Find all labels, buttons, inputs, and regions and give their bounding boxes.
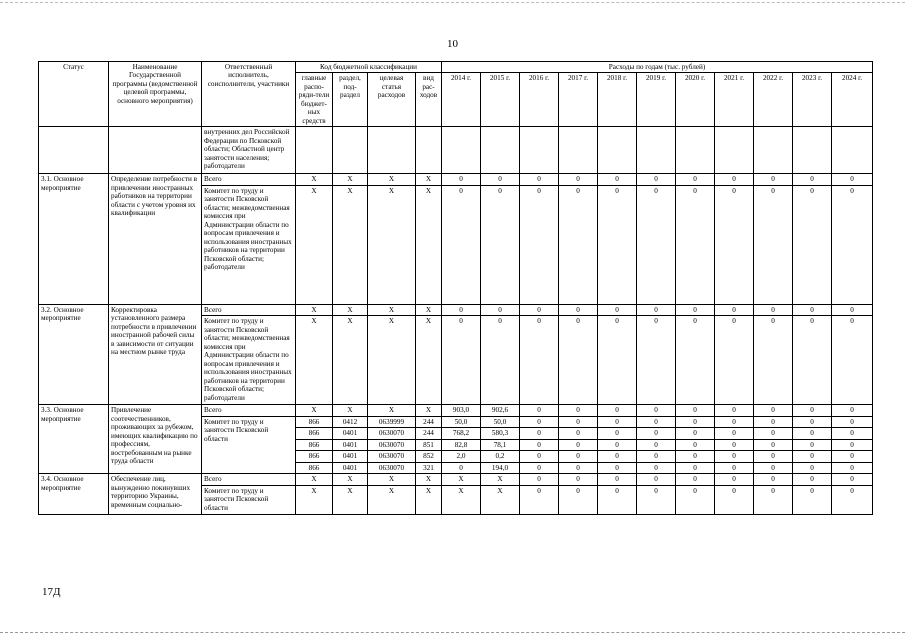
value-cell: 0 bbox=[754, 304, 793, 315]
value-cell: 0 bbox=[442, 174, 481, 185]
value-cell: 0 bbox=[598, 451, 637, 462]
value-cell: 0 bbox=[637, 416, 676, 427]
value-cell: 0 bbox=[637, 405, 676, 416]
empty-cell bbox=[296, 127, 333, 174]
code-cell: 0401 bbox=[333, 439, 368, 450]
header-row bbox=[39, 62, 873, 73]
value-cell: 0 bbox=[715, 439, 754, 450]
value-cell: 0 bbox=[520, 428, 559, 439]
document-code: 17Д bbox=[42, 586, 61, 598]
empty-cell bbox=[754, 127, 793, 174]
header-year: 2017 г. bbox=[559, 73, 598, 127]
code-cell: X bbox=[333, 174, 368, 185]
value-cell: 50,0 bbox=[442, 416, 481, 427]
value-cell: 0 bbox=[598, 439, 637, 450]
status-cell: 3.4. Основное мероприятие bbox=[39, 474, 109, 514]
value-cell: 0 bbox=[520, 304, 559, 315]
empty-cell bbox=[793, 127, 832, 174]
empty-cell bbox=[416, 127, 442, 174]
value-cell: 0 bbox=[598, 428, 637, 439]
name-cell: Определение потребности в привлечении иностранных работников на территории области с учетом уровня их квалификации bbox=[109, 174, 202, 304]
header-year: 2020 г. bbox=[676, 73, 715, 127]
empty-cell bbox=[481, 127, 520, 174]
code-cell: X bbox=[333, 405, 368, 416]
value-cell: 0 bbox=[559, 174, 598, 185]
code-cell: 0630070 bbox=[368, 451, 416, 462]
value-cell: 0 bbox=[676, 439, 715, 450]
code-cell: X bbox=[416, 405, 442, 416]
value-cell: 0 bbox=[715, 462, 754, 473]
value-cell: 0 bbox=[832, 416, 873, 427]
code-cell: X bbox=[368, 174, 416, 185]
value-cell: 0 bbox=[715, 185, 754, 304]
code-cell: X bbox=[296, 474, 333, 485]
header-code-col: раздел, под-раздел bbox=[333, 73, 368, 127]
value-cell: 0 bbox=[637, 439, 676, 450]
code-cell: 851 bbox=[416, 439, 442, 450]
empty-cell bbox=[715, 127, 754, 174]
value-cell: 0 bbox=[676, 485, 715, 514]
header-year: 2022 г. bbox=[754, 73, 793, 127]
value-cell: 0 bbox=[520, 439, 559, 450]
value-cell: 0 bbox=[832, 485, 873, 514]
header-year: 2024 г. bbox=[832, 73, 873, 127]
code-cell: X bbox=[296, 485, 333, 514]
value-cell: 0 bbox=[559, 416, 598, 427]
value-cell: 0 bbox=[832, 474, 873, 485]
value-cell: 0 bbox=[793, 174, 832, 185]
status-cell: 3.3. Основное мероприятие bbox=[39, 405, 109, 474]
empty-cell bbox=[442, 127, 481, 174]
value-cell: 902,6 bbox=[481, 405, 520, 416]
value-cell: 0 bbox=[637, 174, 676, 185]
table-row bbox=[39, 474, 873, 485]
code-cell: 244 bbox=[416, 416, 442, 427]
value-cell: 0 bbox=[442, 304, 481, 315]
code-cell: X bbox=[416, 174, 442, 185]
code-cell: X bbox=[333, 185, 368, 304]
value-cell: 0 bbox=[637, 428, 676, 439]
value-cell: 0 bbox=[520, 174, 559, 185]
code-cell: 852 bbox=[416, 451, 442, 462]
value-cell: 0 bbox=[832, 451, 873, 462]
header-code-col: вид рас-ходов bbox=[416, 73, 442, 127]
value-cell: 0 bbox=[676, 316, 715, 405]
value-cell: 0 bbox=[559, 474, 598, 485]
value-cell: 0 bbox=[559, 316, 598, 405]
value-cell: 0 bbox=[520, 185, 559, 304]
value-cell: 0 bbox=[715, 174, 754, 185]
value-cell: 0 bbox=[637, 451, 676, 462]
value-cell: 0 bbox=[481, 174, 520, 185]
responsible-cell: внутренних дел Российской Федерации по Псковской области; Областной центр занятости населения; работодатели bbox=[202, 127, 296, 174]
code-cell: X bbox=[333, 485, 368, 514]
value-cell: X bbox=[481, 485, 520, 514]
header-year: 2018 г. bbox=[598, 73, 637, 127]
code-cell: 0639999 bbox=[368, 416, 416, 427]
value-cell: 0 bbox=[676, 474, 715, 485]
responsible-cell: Всего bbox=[202, 405, 296, 416]
value-cell: 0 bbox=[637, 304, 676, 315]
responsible-cell: Всего bbox=[202, 174, 296, 185]
code-cell: 0630070 bbox=[368, 439, 416, 450]
value-cell: 0 bbox=[676, 451, 715, 462]
code-cell: 866 bbox=[296, 462, 333, 473]
value-cell: 0 bbox=[754, 428, 793, 439]
value-cell: 0 bbox=[520, 316, 559, 405]
code-cell: 0630070 bbox=[368, 428, 416, 439]
value-cell: 0 bbox=[559, 451, 598, 462]
responsible-cell: Комитет по труду и занятости Псковской области; межведомственная комиссия при Администрации области по вопросам привлечения и использования иностранных работников на территории Псковской области; работодатели bbox=[202, 185, 296, 304]
value-cell: 0 bbox=[637, 316, 676, 405]
value-cell: 903,0 bbox=[442, 405, 481, 416]
value-cell: 0 bbox=[832, 316, 873, 405]
value-cell: 0 bbox=[715, 416, 754, 427]
code-cell: X bbox=[296, 316, 333, 405]
value-cell: 580,3 bbox=[481, 428, 520, 439]
code-cell: X bbox=[368, 185, 416, 304]
header-year: 2021 г. bbox=[715, 73, 754, 127]
code-cell: 866 bbox=[296, 428, 333, 439]
value-cell: 2,0 bbox=[442, 451, 481, 462]
value-cell: 0 bbox=[559, 462, 598, 473]
value-cell: 0 bbox=[754, 485, 793, 514]
value-cell: 0 bbox=[442, 185, 481, 304]
value-cell: 0 bbox=[598, 462, 637, 473]
responsible-cell: Всего bbox=[202, 304, 296, 315]
code-cell: 244 bbox=[416, 428, 442, 439]
value-cell: 768,2 bbox=[442, 428, 481, 439]
empty-cell bbox=[333, 127, 368, 174]
value-cell: 0 bbox=[598, 174, 637, 185]
value-cell: 0 bbox=[598, 405, 637, 416]
code-cell: 866 bbox=[296, 451, 333, 462]
empty-cell bbox=[559, 127, 598, 174]
table-row bbox=[39, 174, 873, 185]
value-cell: 0 bbox=[754, 451, 793, 462]
value-cell: 0 bbox=[754, 439, 793, 450]
value-cell: 0 bbox=[559, 405, 598, 416]
header-responsible: Ответственный исполнитель, соисполнители, участники bbox=[202, 62, 296, 127]
value-cell: 0 bbox=[754, 405, 793, 416]
value-cell: 0 bbox=[637, 185, 676, 304]
name-cell: Привлечение соотечественников, проживающих за рубежом, имеющих квалификацию по профессиям, востребованным на рынке труда области bbox=[109, 405, 202, 474]
value-cell: 0 bbox=[520, 416, 559, 427]
value-cell: 0 bbox=[793, 462, 832, 473]
value-cell: 0 bbox=[754, 316, 793, 405]
page-number: 10 bbox=[447, 38, 458, 50]
code-cell: X bbox=[333, 474, 368, 485]
value-cell: X bbox=[481, 474, 520, 485]
responsible-cell: Комитет по труду и занятости Псковской области bbox=[202, 416, 296, 473]
value-cell: 0 bbox=[793, 451, 832, 462]
value-cell: 194,0 bbox=[481, 462, 520, 473]
code-cell: X bbox=[416, 474, 442, 485]
table-row bbox=[39, 304, 873, 315]
value-cell: 0 bbox=[676, 174, 715, 185]
value-cell: 0 bbox=[832, 304, 873, 315]
code-cell: X bbox=[368, 474, 416, 485]
value-cell: 0 bbox=[559, 304, 598, 315]
responsible-cell: Комитет по труду и занятости Псковской области; межведомственная комиссия при Администрации области по вопросам привлечения и использования иностранных работников на территории Псковской области; работодатели bbox=[202, 316, 296, 405]
value-cell: 0 bbox=[793, 185, 832, 304]
code-cell: 321 bbox=[416, 462, 442, 473]
empty-cell bbox=[520, 127, 559, 174]
value-cell: 0 bbox=[793, 439, 832, 450]
value-cell: 0 bbox=[481, 316, 520, 405]
value-cell: 0 bbox=[520, 405, 559, 416]
empty-cell bbox=[598, 127, 637, 174]
value-cell: 82,8 bbox=[442, 439, 481, 450]
bottom-scan-edge bbox=[0, 632, 905, 633]
code-cell: 866 bbox=[296, 439, 333, 450]
code-cell: X bbox=[368, 405, 416, 416]
value-cell: 0 bbox=[442, 462, 481, 473]
value-cell: 0 bbox=[520, 485, 559, 514]
value-cell: 0,2 bbox=[481, 451, 520, 462]
header-year: 2019 г. bbox=[637, 73, 676, 127]
value-cell: 0 bbox=[676, 185, 715, 304]
table-row bbox=[39, 127, 873, 174]
code-cell: 0630070 bbox=[368, 462, 416, 473]
value-cell: 0 bbox=[598, 416, 637, 427]
status-cell bbox=[39, 127, 109, 174]
code-cell: 866 bbox=[296, 416, 333, 427]
value-cell: 0 bbox=[715, 451, 754, 462]
name-cell: Обеспечение лиц, вынужденно покинувших территорию Украины, временным социально- bbox=[109, 474, 202, 514]
value-cell: 0 bbox=[598, 185, 637, 304]
header-code-col: главные распо-ряди-тели бюджет-ных средств bbox=[296, 73, 333, 127]
header-expenses: Расходы по годам (тыс. рублей) bbox=[442, 62, 873, 73]
value-cell: 0 bbox=[754, 462, 793, 473]
code-cell: X bbox=[296, 405, 333, 416]
value-cell: 0 bbox=[442, 316, 481, 405]
header-budget-code: Код бюджетной классификации bbox=[296, 62, 442, 73]
value-cell: X bbox=[442, 485, 481, 514]
value-cell: 0 bbox=[754, 185, 793, 304]
table-row bbox=[39, 405, 873, 416]
responsible-cell: Всего bbox=[202, 474, 296, 485]
value-cell: 0 bbox=[676, 405, 715, 416]
name-cell bbox=[109, 127, 202, 174]
value-cell: X bbox=[442, 474, 481, 485]
code-cell: X bbox=[368, 316, 416, 405]
code-cell: X bbox=[368, 304, 416, 315]
value-cell: 0 bbox=[676, 416, 715, 427]
value-cell: 0 bbox=[715, 405, 754, 416]
value-cell: 0 bbox=[520, 474, 559, 485]
value-cell: 0 bbox=[754, 174, 793, 185]
value-cell: 0 bbox=[832, 462, 873, 473]
value-cell: 50,0 bbox=[481, 416, 520, 427]
value-cell: 0 bbox=[793, 304, 832, 315]
code-cell: X bbox=[296, 185, 333, 304]
value-cell: 0 bbox=[832, 428, 873, 439]
value-cell: 0 bbox=[754, 474, 793, 485]
value-cell: 0 bbox=[481, 185, 520, 304]
value-cell: 0 bbox=[793, 428, 832, 439]
value-cell: 78,1 bbox=[481, 439, 520, 450]
value-cell: 0 bbox=[637, 485, 676, 514]
code-cell: 0412 bbox=[333, 416, 368, 427]
value-cell: 0 bbox=[715, 304, 754, 315]
value-cell: 0 bbox=[559, 428, 598, 439]
status-cell: 3.1. Основное мероприятие bbox=[39, 174, 109, 304]
value-cell: 0 bbox=[520, 462, 559, 473]
value-cell: 0 bbox=[637, 474, 676, 485]
code-cell: X bbox=[368, 485, 416, 514]
value-cell: 0 bbox=[481, 304, 520, 315]
value-cell: 0 bbox=[793, 416, 832, 427]
value-cell: 0 bbox=[715, 485, 754, 514]
code-cell: X bbox=[333, 304, 368, 315]
value-cell: 0 bbox=[676, 304, 715, 315]
value-cell: 0 bbox=[715, 316, 754, 405]
code-cell: 0401 bbox=[333, 428, 368, 439]
code-cell: X bbox=[416, 485, 442, 514]
header-year: 2023 г. bbox=[793, 73, 832, 127]
value-cell: 0 bbox=[559, 485, 598, 514]
code-cell: X bbox=[416, 185, 442, 304]
value-cell: 0 bbox=[715, 474, 754, 485]
code-cell: X bbox=[416, 316, 442, 405]
budget-table bbox=[38, 61, 873, 515]
value-cell: 0 bbox=[598, 485, 637, 514]
responsible-cell: Комитет по труду и занятости Псковской области bbox=[202, 485, 296, 514]
value-cell: 0 bbox=[793, 316, 832, 405]
empty-cell bbox=[676, 127, 715, 174]
header-year: 2015 г. bbox=[481, 73, 520, 127]
empty-cell bbox=[832, 127, 873, 174]
code-cell: 0401 bbox=[333, 462, 368, 473]
value-cell: 0 bbox=[598, 474, 637, 485]
code-cell: X bbox=[416, 304, 442, 315]
value-cell: 0 bbox=[793, 474, 832, 485]
code-cell: X bbox=[296, 304, 333, 315]
value-cell: 0 bbox=[715, 428, 754, 439]
value-cell: 0 bbox=[637, 462, 676, 473]
value-cell: 0 bbox=[598, 316, 637, 405]
value-cell: 0 bbox=[793, 485, 832, 514]
value-cell: 0 bbox=[754, 416, 793, 427]
value-cell: 0 bbox=[520, 451, 559, 462]
header-program-name: Наименование Государственной программы (ведомственной целевой программы, основного мероприятия) bbox=[109, 62, 202, 127]
code-cell: 0401 bbox=[333, 451, 368, 462]
empty-cell bbox=[637, 127, 676, 174]
header-year: 2016 г. bbox=[520, 73, 559, 127]
code-cell: X bbox=[296, 174, 333, 185]
value-cell: 0 bbox=[832, 174, 873, 185]
top-scan-edge bbox=[0, 2, 905, 3]
header-code-col: целевая статья расходов bbox=[368, 73, 416, 127]
value-cell: 0 bbox=[598, 304, 637, 315]
value-cell: 0 bbox=[832, 439, 873, 450]
value-cell: 0 bbox=[793, 405, 832, 416]
value-cell: 0 bbox=[676, 462, 715, 473]
empty-cell bbox=[368, 127, 416, 174]
header-year: 2014 г. bbox=[442, 73, 481, 127]
code-cell: X bbox=[333, 316, 368, 405]
value-cell: 0 bbox=[832, 405, 873, 416]
value-cell: 0 bbox=[559, 439, 598, 450]
status-cell: 3.2. Основное мероприятие bbox=[39, 304, 109, 404]
header-status: Статус bbox=[39, 62, 109, 127]
value-cell: 0 bbox=[559, 185, 598, 304]
name-cell: Корректировка установленного размера потребности в привлечении иностранной рабочей силы в зависимости от ситуации на местном рынке труда bbox=[109, 304, 202, 404]
value-cell: 0 bbox=[832, 185, 873, 304]
value-cell: 0 bbox=[676, 428, 715, 439]
